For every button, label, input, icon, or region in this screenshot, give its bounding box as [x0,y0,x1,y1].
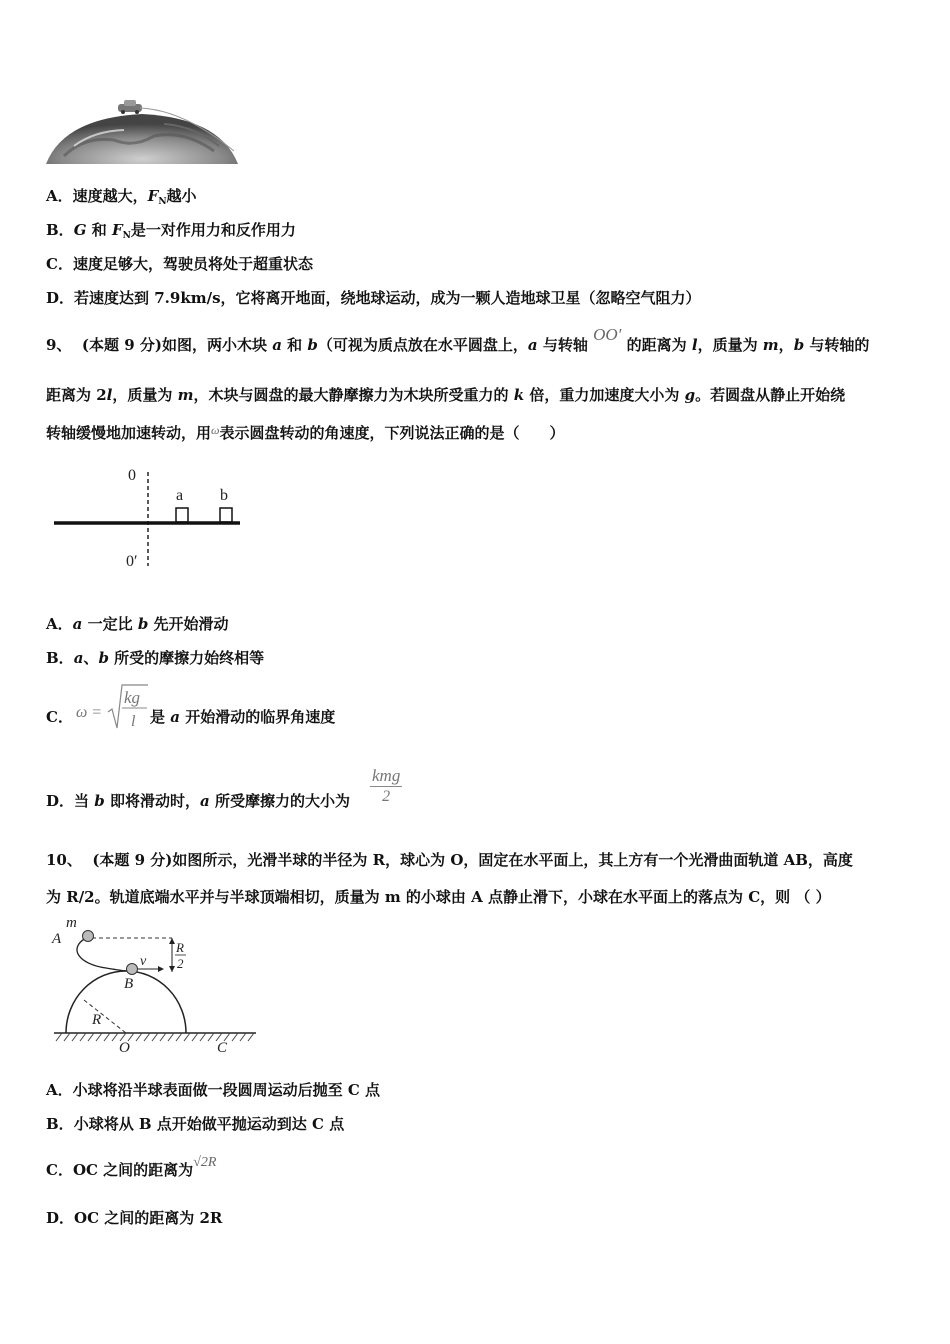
q9-option-d-fraction: kmg 2 [372,766,401,805]
q9-option-b: B．a、b 所受的摩擦力始终相等 [46,649,265,667]
svg-text:v: v [140,954,147,969]
track-ab [77,938,128,971]
svg-text:kg: kg [124,688,141,707]
q9-turntable-figure [50,462,250,574]
q10-option-c: C．OC 之间的距离为√2R [46,1155,217,1179]
ball-a [83,931,94,942]
q9-option-d: D．当 b 即将滑动时，a 所受摩擦力的大小为 [46,792,350,810]
svg-text:O: O [119,1040,130,1056]
q9-stem-line1: 9、 (本题 9 分)如图，两小木块 a 和 b（可视为质点放在水平圆盘上，a 与转轴 OO′ 的距离为 l，质量为 m，b 与转轴的 [46,325,870,354]
q9-option-c-text: 是 a 开始滑动的临界角速度 [150,708,336,726]
q10-hemisphere-figure [48,914,260,1056]
svg-text:m: m [66,915,77,931]
q9-stem-line3: 转轴缓慢地加速转动，用$^\omega$表示圆盘转动的角速度，下列说法正确的是（ ） [46,423,565,442]
svg-text:C: C [217,1040,228,1056]
q10-option-a: A．小球将沿半球表面做一段圆周运动后抛至 C 点 [46,1081,381,1099]
label-a: a [176,487,184,504]
svg-text:l: l [131,713,136,730]
label-O-prime: 0′ [126,553,138,570]
q10-stem-line2: 为 R/2。轨道底端水平并与半球顶端相切，质量为 m 的小球由 A 点静止滑下，小球在水平面上的落点为 C，则 （ ） [46,888,831,906]
svg-text:A: A [52,931,62,947]
svg-text:R: R [92,1012,102,1028]
q10-option-b: B．小球将从 B 点开始做平抛运动到达 C 点 [46,1115,345,1133]
q9-option-c: C． [46,708,73,726]
label-b: b [220,487,228,504]
sqrt2R-formula: √2R [193,1155,217,1170]
q8-option-d: D．若速度达到 7.9km/s，它将离开地面，绕地球运动，成为一颗人造地球卫星（忽略空气阻力） [46,289,701,307]
svg-text:2: 2 [177,956,184,971]
block-a [176,508,188,522]
car-icon [118,100,142,114]
q8-option-b: B．G 和 $F_N$是一对作用力和反作用力 [46,221,296,241]
q10-option-d: D．OC 之间的距离为 2R [46,1209,223,1227]
axis-symbol: OO′ [593,325,622,344]
q8-option-a: A．速度越大，$F_N$越小 [46,187,197,207]
ball-b [127,964,138,975]
q10-stem-line1: 10、 (本题 9 分)如图所示，光滑半球的半径为 R，球心为 O，固定在水平面上，其上方有一个光滑曲面轨道 AB，高度 [46,851,853,869]
label-O: 0 [128,467,136,484]
radius-line [84,1000,126,1033]
q9-stem-line2: 距离为 2l，质量为 m，木块与圆盘的最大静摩擦力为木块所受重力的 k 倍，重力加速度大小为 g。若圆盘从静止开始绕 [46,386,846,404]
block-b [220,508,232,522]
svg-text:ω =: ω = [76,704,103,721]
q9-option-c-formula [74,682,150,734]
svg-text:B: B [124,976,134,992]
svg-text:R: R [176,940,184,955]
q8-option-c: C．速度足够大，驾驶员将处于超重状态 [46,255,313,273]
globe-car-figure [44,96,240,166]
q9-option-a: A．a 一定比 b 先开始滑动 [46,615,229,633]
